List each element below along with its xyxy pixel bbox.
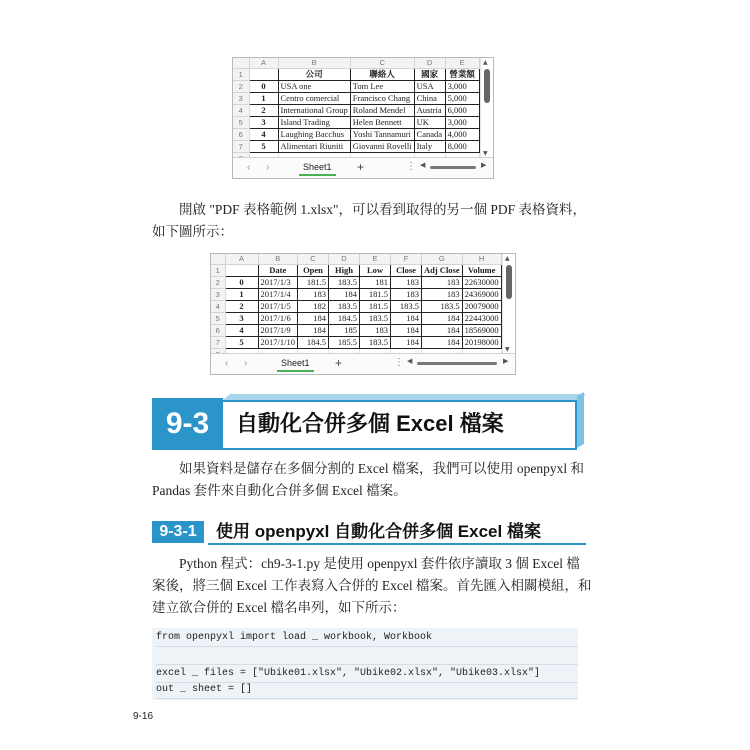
- table-row: [211, 301, 501, 313]
- table-row: [233, 129, 479, 141]
- table-cell[interactable]: 20079000: [462, 301, 501, 313]
- table-header-cell[interactable]: 國家: [414, 69, 445, 81]
- table-cell[interactable]: 8,000: [445, 141, 479, 153]
- row-header[interactable]: 7: [211, 337, 225, 349]
- paragraph-text: 如果資料是儲存在多個分割的 Excel 檔案，我們可以使用 openpyxl 和 Pandas 套件來自動化合併多個 Excel 檔案。: [152, 461, 584, 498]
- row-header[interactable]: 2: [233, 81, 249, 93]
- table-row: [233, 81, 479, 93]
- section-heading: [152, 398, 584, 450]
- table-row: [233, 69, 479, 81]
- column-header[interactable]: D: [328, 254, 359, 265]
- subsection-title: 使用 openpyxl 自動化合併多個 Excel 檔案: [216, 522, 541, 541]
- heading-3d-side: [577, 392, 584, 448]
- table-header-cell[interactable]: [225, 265, 258, 277]
- index-cell[interactable]: 3: [225, 313, 258, 325]
- subsection-heading: [152, 517, 586, 545]
- index-cell[interactable]: 1: [249, 93, 278, 105]
- row-header[interactable]: 4: [233, 105, 249, 117]
- column-header[interactable]: B: [278, 58, 350, 69]
- column-header[interactable]: A: [225, 254, 258, 265]
- table-row: [233, 93, 479, 105]
- row-header[interactable]: 7: [233, 141, 249, 153]
- table-cell[interactable]: 2017/1/10: [258, 337, 297, 349]
- table-header-cell[interactable]: High: [328, 265, 359, 277]
- row-header[interactable]: 1: [233, 69, 249, 81]
- add-sheet-icon[interactable]: +: [335, 356, 343, 370]
- table-cell[interactable]: 181.5: [359, 301, 390, 313]
- table-cell[interactable]: 3,000: [445, 81, 479, 93]
- index-cell[interactable]: 0: [225, 277, 258, 289]
- table-cell[interactable]: 184: [297, 313, 328, 325]
- table-cell[interactable]: 6,000: [445, 105, 479, 117]
- table-cell[interactable]: 182: [297, 301, 328, 313]
- table-cell[interactable]: 184: [421, 325, 462, 337]
- table-cell[interactable]: Yoshi Tannamuri: [350, 129, 414, 141]
- sheet-tab[interactable]: Sheet1: [277, 356, 314, 372]
- table-cell[interactable]: 183.5: [390, 301, 421, 313]
- table-cell[interactable]: 184: [328, 289, 359, 301]
- table-header-cell[interactable]: Open: [297, 265, 328, 277]
- add-sheet-icon[interactable]: +: [357, 160, 365, 174]
- prev-sheet-icon[interactable]: ‹: [247, 162, 251, 173]
- table-cell[interactable]: USA one: [278, 81, 350, 93]
- scroll-thumb[interactable]: [506, 265, 512, 299]
- select-all-corner[interactable]: [233, 58, 249, 69]
- table-header-cell[interactable]: [249, 69, 278, 81]
- table-cell[interactable]: 184: [390, 325, 421, 337]
- table-cell[interactable]: 2017/1/3: [258, 277, 297, 289]
- horizontal-scroll-thumb[interactable]: [417, 362, 497, 365]
- spreadsheet-screenshot-1: [232, 57, 494, 179]
- table-row: [211, 265, 501, 277]
- code-line: excel _ files = ["Ubike01.xlsx", "Ubike02.xlsx", "Ubike03.xlsx"]: [156, 666, 578, 683]
- row-header[interactable]: 3: [211, 289, 225, 301]
- table-cell[interactable]: 181.5: [297, 277, 328, 289]
- table-cell[interactable]: 183.5: [328, 277, 359, 289]
- row-header[interactable]: 1: [211, 265, 225, 277]
- paragraph-intro-sheet2: [152, 199, 592, 243]
- select-all-corner[interactable]: [211, 254, 225, 265]
- table-row: [233, 105, 479, 117]
- column-header-row: [211, 254, 501, 265]
- table-row: [233, 141, 479, 153]
- column-header[interactable]: D: [414, 58, 445, 69]
- scroll-left-icon[interactable]: ◀: [420, 161, 426, 169]
- table-cell[interactable]: 185.5: [328, 337, 359, 349]
- subsection-number: 9-3-1: [152, 521, 204, 543]
- table-cell[interactable]: 3,000: [445, 117, 479, 129]
- table-row: [211, 325, 501, 337]
- row-header[interactable]: 5: [211, 313, 225, 325]
- table-cell[interactable]: 5,000: [445, 93, 479, 105]
- index-cell[interactable]: 2: [225, 301, 258, 313]
- table-cell[interactable]: Island Trading: [278, 117, 350, 129]
- table-header-cell[interactable]: 營業額: [445, 69, 479, 81]
- row-header[interactable]: 3: [233, 93, 249, 105]
- scroll-up-icon[interactable]: ▲: [483, 59, 488, 66]
- table-cell[interactable]: 183.5: [359, 313, 390, 325]
- table-row: [211, 277, 501, 289]
- table-cell[interactable]: 183.5: [328, 301, 359, 313]
- table-cell[interactable]: Centro comercial: [278, 93, 350, 105]
- table-cell[interactable]: 183: [390, 277, 421, 289]
- column-header[interactable]: E: [359, 254, 390, 265]
- index-cell[interactable]: 1: [225, 289, 258, 301]
- table-cell[interactable]: 20198000: [462, 337, 501, 349]
- table-cell[interactable]: 184: [297, 325, 328, 337]
- scroll-down-icon[interactable]: ▼: [505, 346, 510, 353]
- sheet-tab-bar: [233, 157, 493, 178]
- row-header[interactable]: 2: [211, 277, 225, 289]
- column-header[interactable]: C: [350, 58, 414, 69]
- code-line: [156, 648, 578, 665]
- table-cell[interactable]: 2017/1/4: [258, 289, 297, 301]
- more-options-icon[interactable]: ⋮: [394, 357, 404, 368]
- section-title: 自動化合併多個 Excel 檔案: [236, 411, 504, 436]
- table-cell[interactable]: Alimentari Riuniti: [278, 141, 350, 153]
- index-cell[interactable]: 3: [249, 117, 278, 129]
- table-cell[interactable]: 184.5: [328, 313, 359, 325]
- table-cell[interactable]: 183.5: [359, 337, 390, 349]
- sheet-tab[interactable]: Sheet1: [299, 160, 336, 176]
- table-cell[interactable]: Roland Mendel: [350, 105, 414, 117]
- paragraph-section-intro: [152, 458, 592, 502]
- horizontal-scroll-thumb[interactable]: [430, 166, 476, 169]
- table-row: [211, 313, 501, 325]
- paragraph-program-desc: [152, 553, 592, 619]
- column-header-row: [233, 58, 479, 69]
- table-cell[interactable]: Francisco Chang: [350, 93, 414, 105]
- table-cell[interactable]: Giovanni Rovelli: [350, 141, 414, 153]
- index-cell[interactable]: 5: [225, 337, 258, 349]
- row-header[interactable]: 4: [211, 301, 225, 313]
- table-cell[interactable]: 2017/1/6: [258, 313, 297, 325]
- table-cell[interactable]: Austria: [414, 105, 445, 117]
- scroll-right-icon[interactable]: ▶: [503, 357, 509, 365]
- sheet2-grid: [211, 254, 502, 361]
- index-cell[interactable]: 5: [249, 141, 278, 153]
- index-cell[interactable]: 4: [249, 129, 278, 141]
- column-header[interactable]: H: [462, 254, 501, 265]
- paragraph-text: 開啟 "PDF 表格範例 1.xlsx"，可以看到取得的另一個 PDF 表格資料，如下圖所示：: [152, 202, 587, 239]
- table-cell[interactable]: 2017/1/9: [258, 325, 297, 337]
- column-header[interactable]: C: [297, 254, 328, 265]
- table-header-cell[interactable]: Close: [390, 265, 421, 277]
- next-sheet-icon[interactable]: ›: [244, 358, 248, 369]
- scroll-up-icon[interactable]: ▲: [505, 255, 510, 262]
- prev-sheet-icon[interactable]: ‹: [225, 358, 229, 369]
- scroll-left-icon[interactable]: ◀: [407, 357, 413, 365]
- table-cell[interactable]: 181: [359, 277, 390, 289]
- sheet-tab-bar: [211, 353, 515, 374]
- scroll-right-icon[interactable]: ▶: [481, 161, 487, 169]
- row-header[interactable]: 5: [233, 117, 249, 129]
- row-header[interactable]: 6: [211, 325, 225, 337]
- table-header-cell[interactable]: 聯絡人: [350, 69, 414, 81]
- table-cell[interactable]: 184: [390, 313, 421, 325]
- table-row: [233, 117, 479, 129]
- table-cell[interactable]: 24369000: [462, 289, 501, 301]
- table-cell[interactable]: 183.5: [421, 301, 462, 313]
- code-block: [152, 628, 578, 700]
- row-header[interactable]: 6: [233, 129, 249, 141]
- spreadsheet-screenshot-2: [210, 253, 516, 375]
- table-cell[interactable]: 183: [421, 289, 462, 301]
- column-header[interactable]: E: [445, 58, 479, 69]
- table-cell[interactable]: Tom Lee: [350, 81, 414, 93]
- table-cell[interactable]: 184: [390, 337, 421, 349]
- table-cell[interactable]: 22443000: [462, 313, 501, 325]
- table-header-cell[interactable]: Date: [258, 265, 297, 277]
- column-header[interactable]: F: [390, 254, 421, 265]
- index-cell[interactable]: 0: [249, 81, 278, 93]
- column-header[interactable]: A: [249, 58, 278, 69]
- page-number: 9-16: [133, 711, 154, 722]
- table-header-cell[interactable]: Adj Close: [421, 265, 462, 277]
- table-cell[interactable]: 183: [297, 289, 328, 301]
- vertical-scrollbar[interactable]: [480, 58, 493, 159]
- table-cell[interactable]: 4,000: [445, 129, 479, 141]
- code-line: from openpyxl import load _ workbook, Workbook: [156, 630, 578, 647]
- table-cell[interactable]: 184: [421, 337, 462, 349]
- table-cell[interactable]: Laughing Bacchus: [278, 129, 350, 141]
- code-line: out _ sheet = []: [156, 682, 578, 699]
- index-cell[interactable]: 4: [225, 325, 258, 337]
- table-cell[interactable]: International Group: [278, 105, 350, 117]
- table-cell[interactable]: China: [414, 93, 445, 105]
- vertical-scrollbar[interactable]: [502, 254, 515, 355]
- column-header[interactable]: G: [421, 254, 462, 265]
- table-cell[interactable]: 185: [328, 325, 359, 337]
- table-cell[interactable]: 2017/1/5: [258, 301, 297, 313]
- table-cell[interactable]: 18569000: [462, 325, 501, 337]
- subsection-underline: [208, 543, 586, 545]
- scroll-down-icon[interactable]: ▼: [483, 150, 488, 157]
- more-options-icon[interactable]: ⋮: [406, 161, 416, 172]
- table-row: [211, 289, 501, 301]
- paragraph-text: Python 程式：ch9-3-1.py 是使用 openpyxl 套件依序讀取 3 個 Excel 檔案後，將三個 Excel 工作表寫入合併的 Excel 檔案。首先匯入相關模組，和建立欲合併的 Excel 檔名串列，如下所示：: [152, 556, 592, 615]
- table-cell[interactable]: 22630000: [462, 277, 501, 289]
- section-number: 9-3: [152, 398, 223, 450]
- table-cell[interactable]: 183: [359, 325, 390, 337]
- column-header[interactable]: B: [258, 254, 297, 265]
- scroll-thumb[interactable]: [484, 69, 490, 103]
- next-sheet-icon[interactable]: ›: [266, 162, 270, 173]
- table-cell[interactable]: 183: [421, 277, 462, 289]
- table-cell[interactable]: UK: [414, 117, 445, 129]
- index-cell[interactable]: 2: [249, 105, 278, 117]
- table-cell[interactable]: 184.5: [297, 337, 328, 349]
- table-cell[interactable]: 181.5: [359, 289, 390, 301]
- table-header-cell[interactable]: Volume: [462, 265, 501, 277]
- table-cell[interactable]: USA: [414, 81, 445, 93]
- table-cell[interactable]: Helen Bennett: [350, 117, 414, 129]
- table-cell[interactable]: 183: [390, 289, 421, 301]
- table-cell[interactable]: Italy: [414, 141, 445, 153]
- table-cell[interactable]: Canada: [414, 129, 445, 141]
- table-header-cell[interactable]: 公司: [278, 69, 350, 81]
- table-cell[interactable]: 184: [421, 313, 462, 325]
- sheet1-grid: [233, 58, 480, 165]
- table-row: [211, 337, 501, 349]
- table-header-cell[interactable]: Low: [359, 265, 390, 277]
